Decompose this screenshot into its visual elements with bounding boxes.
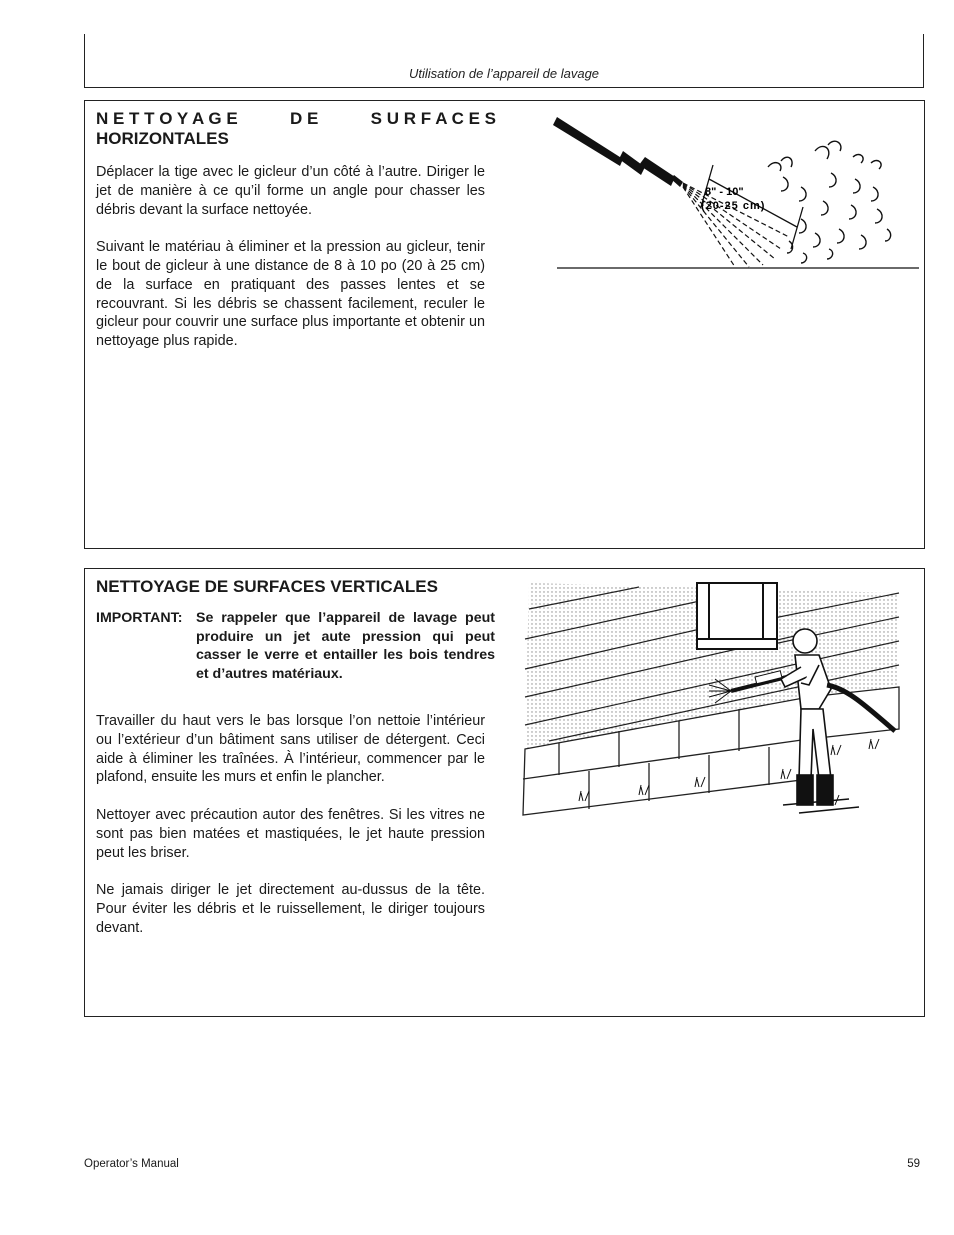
- heading-word: D E: [290, 109, 319, 128]
- page-number: 59: [907, 1158, 920, 1170]
- vertical-body: [96, 712, 485, 956]
- horizontal-heading: [96, 109, 496, 149]
- paragraph: Travailler du haut vers le bas lorsque l’on nettoie l’intérieur ou l’extérieur d’un bâtiment sans utiliser de détergent. Ceci aide à éliminer les traînées. À l’intérieur, commencer par le plafond, ensuite les murs et enfin le plancher.: [96, 713, 485, 786]
- horizontal-cleaning-illustration: [553, 109, 921, 279]
- heading-line2: HORIZONTALES: [96, 129, 229, 148]
- section-title: Utilisation de l’appareil de lavage: [408, 66, 600, 81]
- footer-manual: Operator’s Manual: [84, 1158, 179, 1170]
- spray-wand: [553, 117, 683, 187]
- horizontal-body: [96, 163, 485, 370]
- window: [697, 583, 777, 649]
- paragraph: Suivant le matériau à éliminer et la pression au gicleur, tenir le bout de gicleur à une distance de 8 à 10 po (20 à 25 cm) de la surface en pratiquant des passes lentes et se recouvrant. Si les débris se chassent facilement, reculer le gicleur pour couvrir une surface plus importante et obtenir un nettoyage plus rapide.: [96, 239, 485, 350]
- grass: [579, 739, 879, 805]
- important-text: Se rappeler que l’appareil de lavage peut produire un jet aute pression qui peut casser le verre et entailler les bois tendres et d’autres matériaux.: [196, 610, 495, 682]
- horizontal-surfaces-panel: [84, 100, 925, 549]
- important-label: IMPORTANT:: [96, 610, 183, 626]
- ground-line: [783, 799, 859, 813]
- distance-label-cm: (20-25 cm): [701, 200, 766, 212]
- vertical-heading: NETTOYAGE DE SURFACES VERTICALES: [96, 577, 438, 596]
- vertical-surfaces-panel: [84, 568, 925, 1017]
- distance-label-in: 8" - 10": [705, 186, 744, 198]
- heading-word: S U R F A C E S: [370, 109, 496, 128]
- paragraph: Nettoyer avec précaution autor des fenêtres. Si les vitres ne sont pas bien matées et mastiquées, le jet haute pression peut les briser.: [96, 806, 485, 861]
- paragraph: Déplacer la tige avec le gicleur d’un côté à l’autre. Diriger le jet de manière à ce qu’il forme un angle pour chasser les débris devant la surface nettoyée.: [96, 164, 485, 218]
- debris-cloud: [768, 141, 891, 263]
- page-header: [84, 34, 924, 88]
- paragraph: Ne jamais diriger le jet directement au-dussus de la tête. Pour éviter les débris et le ruissellement, le diriger toujours devant.: [96, 882, 485, 936]
- vertical-cleaning-illustration: [519, 579, 919, 819]
- heading-word: N E T T O Y A G E: [96, 109, 238, 128]
